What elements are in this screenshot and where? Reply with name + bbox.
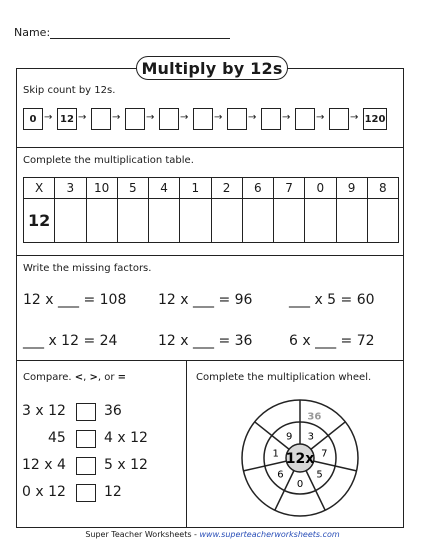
table-answer-cell[interactable]: [55, 199, 86, 243]
compare-left: 3 x 12: [22, 403, 66, 419]
missing-factors-prompt: Write the missing factors.: [23, 263, 152, 274]
skip-count-box[interactable]: [91, 108, 111, 130]
arrow-icon: →: [112, 112, 121, 123]
table-answer-cell[interactable]: [367, 199, 398, 243]
arrow-icon: →: [316, 112, 325, 123]
divider-2: [16, 255, 404, 256]
compare-prompt-text: Compare.: [23, 372, 75, 383]
equation[interactable]: ___ x 12 = 24: [23, 333, 118, 349]
wheel-inner-label: 6: [277, 469, 284, 481]
mult-table-prompt: Complete the multiplication table.: [23, 155, 194, 166]
compare-answer-box[interactable]: [76, 430, 96, 448]
table-factor: 2: [211, 178, 242, 199]
compare-answer-box[interactable]: [76, 403, 96, 421]
name-label: Name:: [14, 26, 51, 39]
wheel-inner-label: 3: [307, 431, 315, 443]
equation[interactable]: ___ x 5 = 60: [289, 292, 375, 308]
compare-right: 4 x 12: [104, 430, 148, 446]
arrow-icon: →: [214, 112, 223, 123]
table-factor: 6: [242, 178, 273, 199]
compare-right: 5 x 12: [104, 457, 148, 473]
arrow-icon: →: [350, 112, 359, 123]
skip-count-box: 0: [23, 108, 43, 130]
skip-count-box[interactable]: [159, 108, 179, 130]
multiplication-table: [23, 177, 399, 243]
wheel-inner-label: 5: [316, 469, 323, 481]
symbol-lt: <: [74, 372, 84, 383]
footer-brand: Super Teacher Worksheets -: [85, 530, 200, 539]
table-factor: 9: [336, 178, 367, 199]
skip-count-box[interactable]: [227, 108, 247, 130]
wheel-inner-label: 9: [285, 431, 293, 443]
compare-left: 12 x 4: [22, 457, 66, 473]
equation[interactable]: 12 x ___ = 108: [23, 292, 127, 308]
compare-right: 12: [104, 484, 122, 500]
multiplication-wheel: [238, 396, 362, 520]
wheel-inner-label: 7: [321, 448, 328, 460]
page-title: Multiply by 12s: [136, 56, 288, 80]
skip-count-box[interactable]: [193, 108, 213, 130]
skip-count-box: 12: [57, 108, 77, 130]
symbol-gt: >: [89, 372, 98, 383]
divider-3: [16, 360, 404, 361]
divider-vertical: [186, 360, 187, 528]
equation[interactable]: 6 x ___ = 72: [289, 333, 375, 349]
equation[interactable]: 12 x ___ = 96: [158, 292, 253, 308]
compare-answer-box[interactable]: [76, 457, 96, 475]
table-factor: 7: [274, 178, 305, 199]
symbol-eq: =: [117, 372, 127, 383]
table-factor: 5: [117, 178, 148, 199]
skip-count-box[interactable]: [125, 108, 145, 130]
arrow-icon: →: [180, 112, 189, 123]
equation[interactable]: 12 x ___ = 36: [158, 333, 253, 349]
skip-count-box[interactable]: [295, 108, 315, 130]
wheel-center-label: 12x: [285, 451, 315, 467]
skip-count-box[interactable]: [261, 108, 281, 130]
compare-prompt: Compare. <, >, or =: [23, 372, 127, 383]
skip-count-box: 120: [363, 108, 387, 130]
table-factor: 1: [180, 178, 211, 199]
compare-left: 45: [48, 430, 66, 446]
compare-left: 0 x 12: [22, 484, 66, 500]
arrow-icon: →: [282, 112, 291, 123]
table-factor: 4: [149, 178, 180, 199]
name-line[interactable]: [50, 38, 230, 39]
table-answer-cell[interactable]: [336, 199, 367, 243]
arrow-icon: →: [248, 112, 257, 123]
wheel-outer-example: 36: [307, 411, 322, 423]
table-corner: X: [24, 178, 55, 199]
wheel-prompt: Complete the multiplication wheel.: [196, 372, 372, 383]
table-answer-cell[interactable]: [305, 199, 336, 243]
footer-url[interactable]: www.superteacherworksheets.com: [199, 530, 340, 539]
skip-count-prompt: Skip count by 12s.: [23, 85, 116, 96]
wheel-inner-label: 1: [272, 448, 279, 460]
divider-1: [16, 147, 404, 148]
compare-right: 36: [104, 403, 122, 419]
table-answer-cell[interactable]: [86, 199, 117, 243]
wheel-inner-label: 0: [296, 479, 304, 490]
table-answer-cell[interactable]: [242, 199, 273, 243]
table-factor: 3: [55, 178, 86, 199]
footer: [0, 530, 425, 539]
table-answer-cell[interactable]: [274, 199, 305, 243]
table-answer-cell[interactable]: [180, 199, 211, 243]
arrow-icon: →: [78, 112, 87, 123]
table-row-label: 12: [24, 199, 55, 243]
skip-count-box[interactable]: [329, 108, 349, 130]
arrow-icon: →: [44, 112, 53, 123]
table-answer-cell[interactable]: [211, 199, 242, 243]
compare-answer-box[interactable]: [76, 484, 96, 502]
table-factor: 8: [367, 178, 398, 199]
arrow-icon: →: [146, 112, 155, 123]
table-factor: 0: [305, 178, 336, 199]
table-factor: 10: [86, 178, 117, 199]
table-answer-cell[interactable]: [117, 199, 148, 243]
table-answer-cell[interactable]: [149, 199, 180, 243]
